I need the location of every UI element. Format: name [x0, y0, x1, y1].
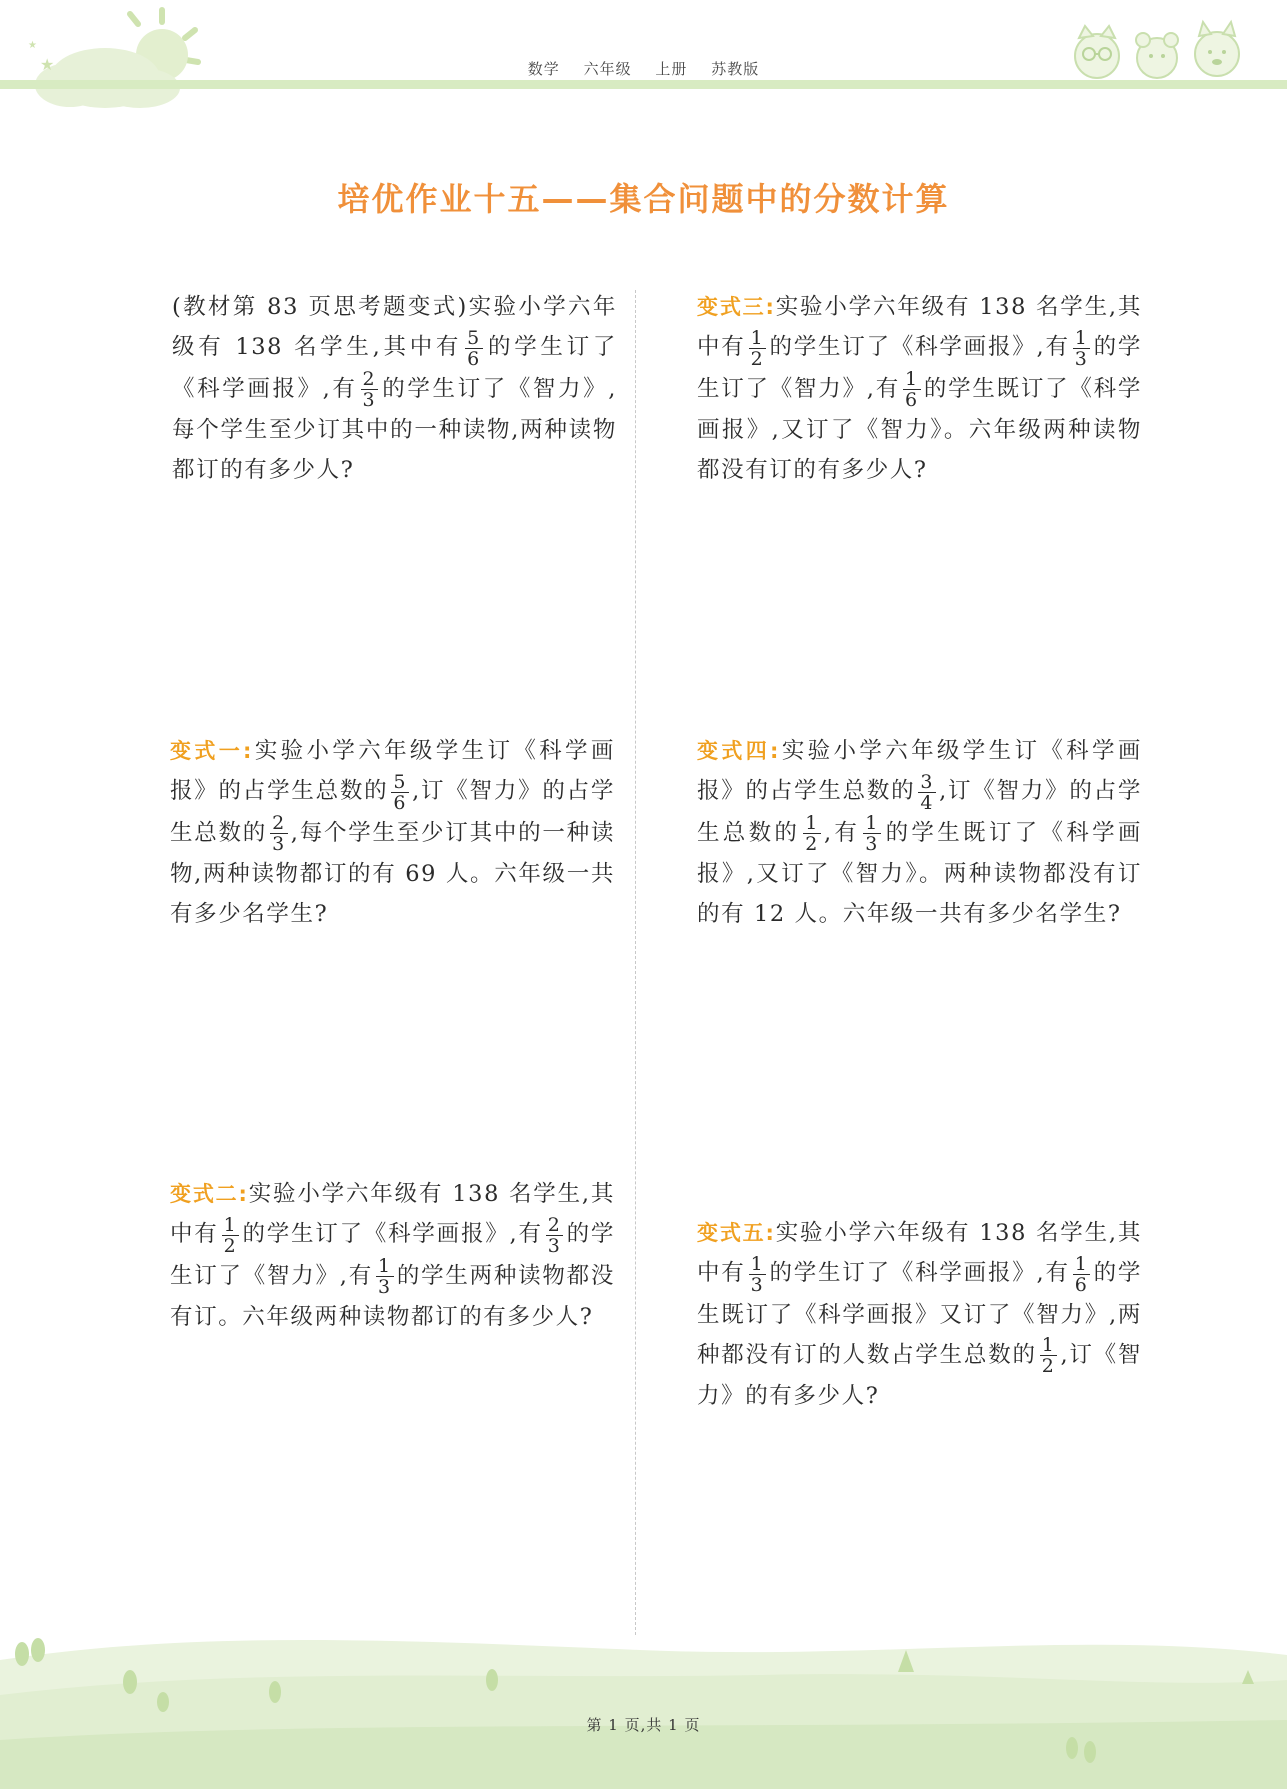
variant-label: 变式二: [170, 1182, 249, 1206]
fraction-numerator: 2 [362, 368, 377, 390]
problem-text: 实验小学六年级学生订《科学画报》的占学生总数的 [697, 738, 1142, 804]
problem-variant-3 [697, 287, 1142, 490]
fraction [546, 1215, 564, 1256]
header-edition: 苏教版 [711, 60, 760, 78]
problem-variant-4 [697, 731, 1142, 934]
problem-text: 的学生既订了《科学画报》,又订了《智力》。六年级两种读物都没有订的有多少人? [697, 375, 1142, 483]
fraction [361, 369, 379, 410]
fraction-numerator: 1 [865, 812, 879, 834]
fraction-denominator: 3 [377, 1276, 392, 1298]
fraction [1073, 328, 1091, 369]
problem-text: (教材第 83 页思考题变式)实验小学六年级有 138 名学生,其中有 [172, 294, 617, 360]
variant-label: 变式五: [697, 1221, 776, 1245]
problem-text: 的学生订了《科学画报》,有 [172, 334, 617, 402]
problem-text: 实验小学六年级学生订《科学画报》的占学生总数的 [170, 738, 615, 804]
variant-label: 变式一: [170, 739, 254, 763]
header-volume: 上册 [655, 60, 688, 78]
problem-text: 的学生订了《科学画报》,有 [242, 1221, 543, 1247]
fraction-denominator: 2 [223, 1234, 238, 1257]
fraction [376, 1256, 394, 1297]
fraction-numerator: 1 [750, 326, 765, 349]
fraction [222, 1215, 240, 1256]
fraction-denominator: 3 [362, 389, 377, 411]
problem-text: 的学生既订了《科学画报》,又订了《智力》。两种读物都没有订的有 12 人。六年级一共有多少名学生? [697, 819, 1142, 927]
fraction [749, 328, 767, 369]
fraction-numerator: 1 [377, 1255, 392, 1277]
problem-text: ,订《智力》的占学生总数的 [170, 778, 615, 846]
fraction-denominator: 4 [920, 791, 935, 814]
problem-text: 实验小学六年级有 138 名学生,其中有 [170, 1181, 615, 1247]
fraction [918, 772, 936, 813]
problem-variant-5 [697, 1213, 1142, 1416]
variant-label: 变式三: [697, 295, 776, 319]
fraction-numerator: 3 [920, 770, 935, 793]
page-title: 培优作业十五——集合问题中的分数计算 [337, 180, 950, 218]
header-text [0, 58, 1287, 79]
problem-text: ,有 [823, 819, 861, 846]
fraction-numerator: 1 [805, 812, 819, 834]
problem-text: 的学生两种读物都没有订。六年级两种读物都订的有多少人? [170, 1262, 615, 1330]
problem-text: 的学生既订了《科学画报》又订了《智力》,两种都没有订的人数占学生总数的 [697, 1260, 1142, 1368]
fraction-numerator: 1 [1074, 326, 1089, 349]
hills-landscape-decoration [0, 1620, 1287, 1789]
fraction-numerator: 1 [904, 368, 919, 390]
fraction [803, 813, 821, 854]
variant-label: 变式四: [697, 739, 781, 763]
problem-text: 的学生订了《科学画报》,有 [769, 334, 1070, 360]
svg-text:★: ★ [28, 40, 37, 51]
problem-text: ,订《智力》的占学生总数的 [697, 778, 1142, 846]
problem-text: 实验小学六年级有 138 名学生,其中有 [697, 1220, 1142, 1286]
header-bar [0, 80, 1287, 89]
fraction [1040, 1335, 1058, 1376]
fraction-denominator: 2 [805, 833, 819, 855]
problem-text: 的学生订了《智力》,有 [170, 1221, 615, 1289]
fraction-denominator: 6 [467, 347, 481, 370]
header-grade: 六年级 [583, 60, 632, 78]
problem-text: 的学生订了《科学画报》,有 [769, 1260, 1070, 1286]
problem-text: ,每个学生至少订其中的一种读物,两种读物都订的有 69 人。六年级一共有多少名学生? [170, 819, 615, 927]
fraction-denominator: 3 [1074, 347, 1089, 370]
fraction-denominator: 3 [547, 1234, 562, 1257]
page-footer: 第 1 页,共 1 页 [586, 1716, 701, 1734]
fraction-numerator: 5 [393, 770, 408, 793]
fraction-numerator: 1 [1041, 1334, 1056, 1356]
fraction-denominator: 6 [393, 791, 408, 814]
fraction-numerator: 5 [467, 326, 481, 349]
fraction [391, 772, 409, 813]
fraction-numerator: 1 [1074, 1252, 1089, 1275]
fraction-denominator: 2 [1041, 1355, 1056, 1377]
fraction-denominator: 3 [272, 833, 286, 855]
fraction-denominator: 3 [865, 833, 879, 855]
fraction [749, 1254, 767, 1295]
problem-original [172, 287, 617, 490]
column-divider [635, 290, 636, 1635]
fraction-numerator: 1 [223, 1213, 238, 1236]
problem-text: 的学生订了《智力》,有 [697, 334, 1142, 402]
fraction-denominator: 6 [904, 389, 919, 411]
fraction-numerator: 1 [750, 1252, 765, 1275]
fraction [863, 813, 881, 854]
fraction-denominator: 6 [1074, 1273, 1089, 1296]
fraction [465, 328, 483, 369]
problem-variant-2 [170, 1174, 615, 1337]
fraction-numerator: 2 [547, 1213, 562, 1236]
fraction [1073, 1254, 1091, 1295]
problem-text: ,订《智力》的有多少人? [697, 1341, 1142, 1409]
fraction-numerator: 2 [272, 812, 286, 834]
fraction-denominator: 2 [750, 347, 765, 370]
fraction-denominator: 3 [750, 1273, 765, 1296]
fraction [270, 813, 288, 854]
problem-text: 的学生订了《智力》,每个学生至少订其中的一种读物,两种读物都订的有多少人? [172, 375, 618, 483]
svg-text:★: ★ [40, 55, 55, 74]
problem-text: 实验小学六年级有 138 名学生,其中有 [697, 294, 1142, 360]
problem-variant-1 [170, 731, 615, 934]
fraction [903, 369, 921, 410]
header-subject: 数学 [527, 60, 560, 78]
